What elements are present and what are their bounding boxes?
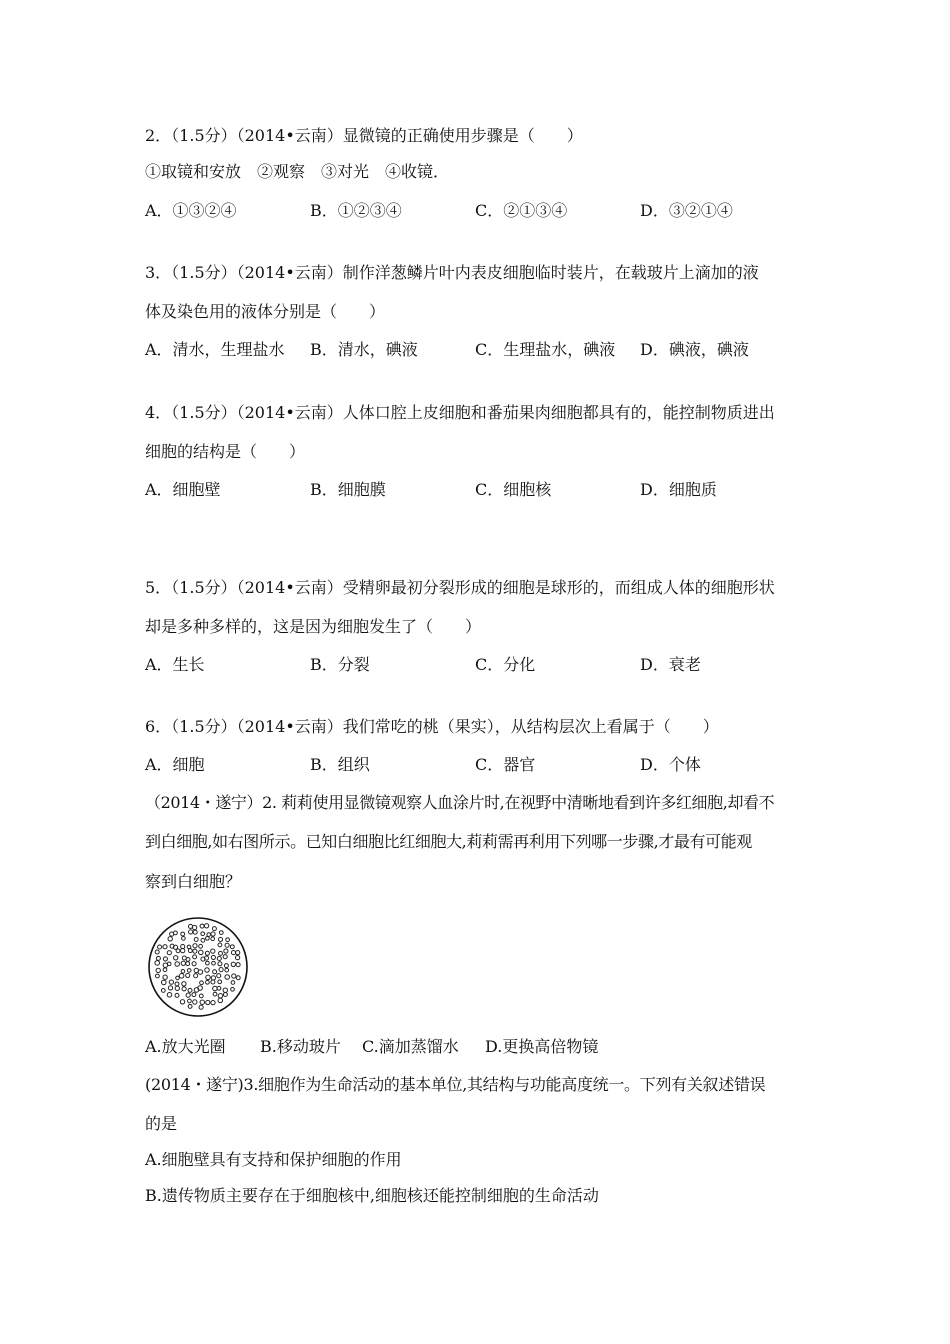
suining-q2-stem-cont: 到白细胞,如右图所示。已知白细胞比红细胞大,莉莉需再利用下列哪一步骤,才最有可能观 [145,832,752,851]
question-5-option-d: D．衰老 [640,655,701,674]
suining-q3-stem-cont: 的是 [145,1114,178,1133]
question-2-option-a: A．①③②④ [145,201,237,220]
question-3-option-a: A．清水，生理盐水 [145,340,285,359]
question-4-option-c: C．细胞核 [475,480,552,499]
question-5-option-b: B．分裂 [310,655,370,674]
question-2-option-b: B．①②③④ [310,201,402,220]
question-5-stem-cont: 却是多种多样的，这是因为细胞发生了（ ） [145,617,482,636]
question-6-stem: 6．（1.5分）（2014•云南）我们常吃的桃（果实），从结构层次上看属于（ ） [145,717,719,736]
question-2-stem: 2．（1.5分）（2014•云南）显微镜的正确使用步骤是（ ） [145,126,583,145]
question-2-option-d: D．③②①④ [640,201,733,220]
question-6-option-c: C．器官 [475,755,536,774]
question-2-items: ①取镜和安放 ②观察 ③对光 ④收镜． [145,162,450,181]
question-4-option-d: D．细胞质 [640,480,717,499]
question-3-option-b: B．清水，碘液 [310,340,418,359]
suining-q2-option-d: D.更换高倍物镜 [485,1037,599,1056]
suining-q3-stem: (2014・遂宁)3.细胞作为生命活动的基本单位,其结构与功能高度统一。下列有关叙述错误 [145,1075,766,1094]
question-4-stem-cont: 细胞的结构是（ ） [145,442,306,461]
question-6-option-a: A．细胞 [145,755,205,774]
question-3-stem: 3．（1.5分）（2014•云南）制作洋葱鳞片叶内表皮细胞临时装片，在载玻片上滴加的液 [145,263,759,282]
question-3-stem-cont: 体及染色用的液体分别是（ ） [145,302,386,321]
question-4-option-b: B．细胞膜 [310,480,386,499]
question-5-option-a: A．生长 [145,655,205,674]
suining-q2-stem: （2014・遂宁）2. 莉莉使用显微镜观察人血涂片时,在视野中清晰地看到许多红细胞,却看不 [145,793,775,812]
suining-q2-option-a: A.放大光圈 [145,1037,226,1056]
suining-q2-option-c: C.滴加蒸馏水 [362,1037,459,1056]
question-3-option-d: D．碘液，碘液 [640,340,749,359]
question-6-option-b: B．组织 [310,755,370,774]
suining-q2-stem-end: 察到白细胞？ [145,872,242,891]
blood-smear-field-of-view-icon [147,916,249,1018]
question-2-option-c: C．②①③④ [475,201,568,220]
question-6-option-d: D．个体 [640,755,701,774]
question-5-stem: 5．（1.5分）（2014•云南）受精卵最初分裂形成的细胞是球形的，而组成人体的细胞形状 [145,578,775,597]
question-3-option-c: C．生理盐水，碘液 [475,340,616,359]
suining-q2-option-b: B.移动玻片 [260,1037,341,1056]
suining-q3-option-a: A.细胞壁具有支持和保护细胞的作用 [145,1150,402,1169]
question-4-stem: 4．（1.5分）（2014•云南）人体口腔上皮细胞和番茄果肉细胞都具有的，能控制物质进出 [145,403,775,422]
question-4-option-a: A．细胞壁 [145,480,221,499]
question-5-option-c: C．分化 [475,655,536,674]
suining-q3-option-b: B.遗传物质主要存在于细胞核中,细胞核还能控制细胞的生命活动 [145,1186,599,1205]
